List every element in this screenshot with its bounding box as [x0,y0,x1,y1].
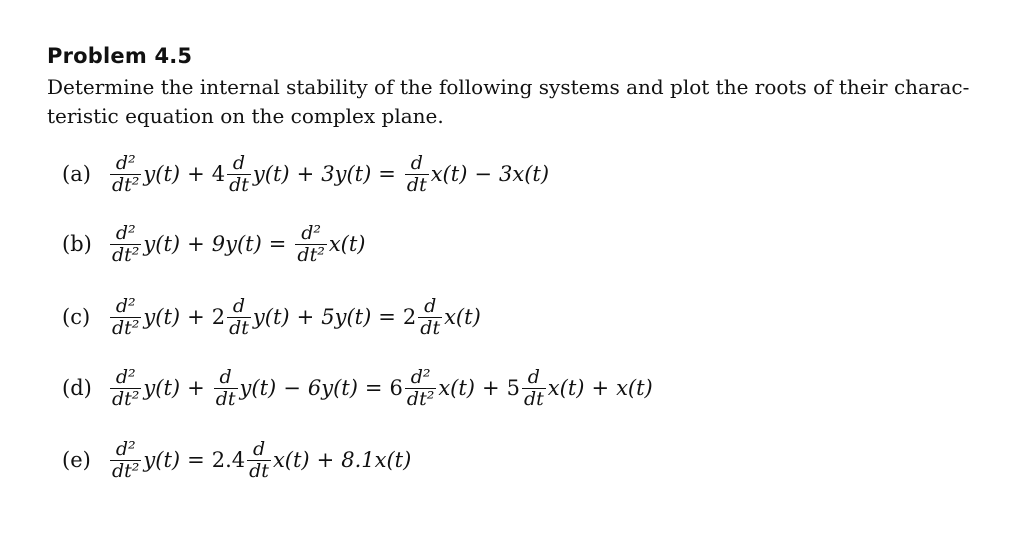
equation-label: (b) [62,232,92,256]
equation-d [62,355,653,421]
derivative-operator: $\frac{d}{dt}$ [420,294,441,339]
derivative-operator: $\frac{d}{dt}$ [249,437,269,482]
equation-body: $\frac{\text{d²}}{\text{dt²}}$ y(t) = 2.4 $\frac{d}{dt}$ x(t) + 8.1x(t) [112,437,412,482]
problem-statement [47,73,987,131]
derivative-operator: $\frac{d}{dt}$ [229,151,249,196]
problem-title: Problem 4.5 [47,44,193,68]
second-derivative-operator: $\frac{\text{d²}}{\text{dt²}}$ [297,221,325,266]
equation-body: $\frac{\text{d²}}{\text{dt²}}$ y(t) + 9y(t) = $\frac{\text{d²}}{\text{dt²}}$ x(t) [112,221,366,266]
derivative-operator: $\frac{d}{dt}$ [215,365,236,410]
derivative-operator: $\frac{d}{dt}$ [406,151,427,196]
second-derivative-operator: $\frac{\text{d²}}{\text{dt²}}$ [112,151,140,196]
derivative-operator: $\frac{d}{dt}$ [229,294,249,339]
second-derivative-operator: $\frac{\text{d²}}{\text{dt²}}$ [112,437,140,482]
statement-line-2: teristic equation on the complex plane. [47,104,444,128]
equation-label: (e) [62,448,91,472]
equation-a [62,141,549,207]
second-derivative-operator: $\frac{\text{d²}}{\text{dt²}}$ [112,221,140,266]
second-derivative-operator: $\frac{\text{d²}}{\text{dt²}}$ [112,294,140,339]
equation-body: $\frac{\text{d²}}{\text{dt²}}$ y(t) + 4 $\frac{d}{dt}$ y(t) + 3y(t) = $\frac{d}{dt}$ x(t) − 3x(t) [112,151,550,196]
second-derivative-operator: $\frac{\text{d²}}{\text{dt²}}$ [406,365,435,410]
equation-e [62,427,411,493]
equation-body: $\frac{\text{d²}}{\text{dt²}}$ y(t) + $\frac{d}{dt}$ y(t) − 6y(t) = 6 $\frac{\text{d²}}{\text{dt²}}$ x(t) + 5 $\frac{d}{dt}$ x(t) + x(t) [112,365,653,410]
equation-body: $\frac{\text{d²}}{\text{dt²}}$ y(t) + 2 $\frac{d}{dt}$ y(t) + 5y(t) = 2 $\frac{d}{dt}$ x(t) [112,294,481,339]
equation-b [62,211,366,277]
equation-c [62,284,481,350]
statement-line-1: Determine the internal stability of the following systems and plot the roots of their charac- [47,75,970,99]
equation-label: (d) [62,376,92,400]
second-derivative-operator: $\frac{\text{d²}}{\text{dt²}}$ [112,365,140,410]
derivative-operator: $\frac{d}{dt}$ [523,365,544,410]
equation-label: (c) [62,305,91,329]
equation-label: (a) [62,162,91,186]
